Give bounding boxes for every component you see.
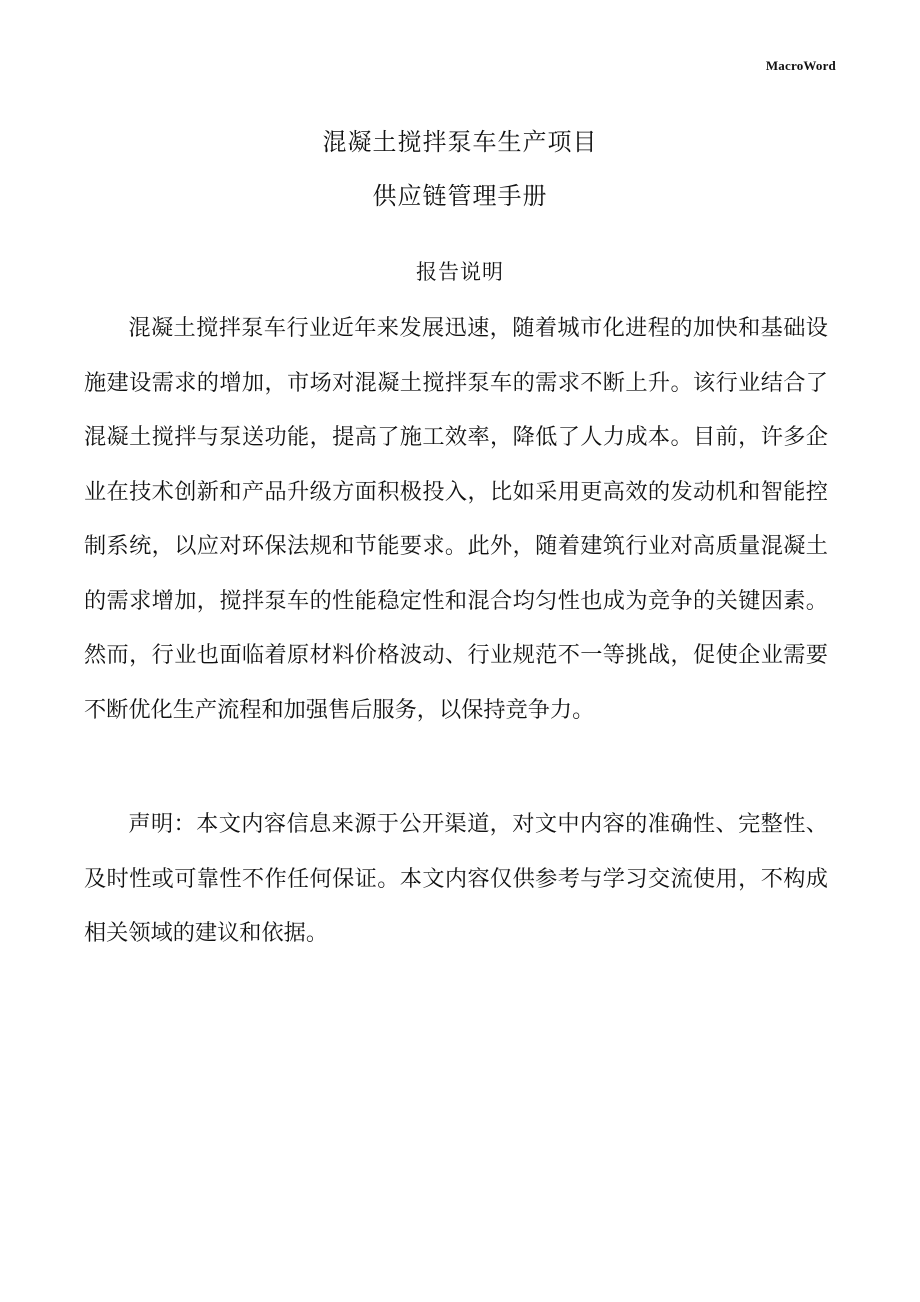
header-brand: MacroWord bbox=[765, 58, 836, 73]
disclaimer-paragraph: 声明：本文内容信息来源于公开渠道，对文中内容的准确性、完整性、及时性或可靠性不作任何保证。本文内容仅供参考与学习交流使用，不构成相关领域的建议和依据。 bbox=[84, 811, 828, 946]
document-title-line2: 供应链管理手册 bbox=[372, 182, 548, 210]
document-title-line1: 混凝土搅拌泵车生产项目 bbox=[322, 128, 598, 156]
section-heading: 报告说明 bbox=[416, 260, 504, 284]
intro-paragraph: 混凝土搅拌泵车行业近年来发展迅速，随着城市化进程的加快和基础设施建设需求的增加，市场对混凝土搅拌泵车的需求不断上升。该行业结合了混凝土搅拌与泵送功能，提高了施工效率，降低了人力成本。目前，许多企业在技术创新和产品升级方面积极投入，比如采用更高效的发动机和智能控制系统，以应对环保法规和节能要求。此外，随着建筑行业对高质量混凝土的需求增加，搅拌泵车的性能稳定性和混合均匀性也成为竞争的关键因素。然而，行业也面临着原材料价格波动、行业规范不一等挑战，促使企业需要不断优化生产流程和加强售后服务，以保持竞争力。 bbox=[84, 315, 828, 723]
